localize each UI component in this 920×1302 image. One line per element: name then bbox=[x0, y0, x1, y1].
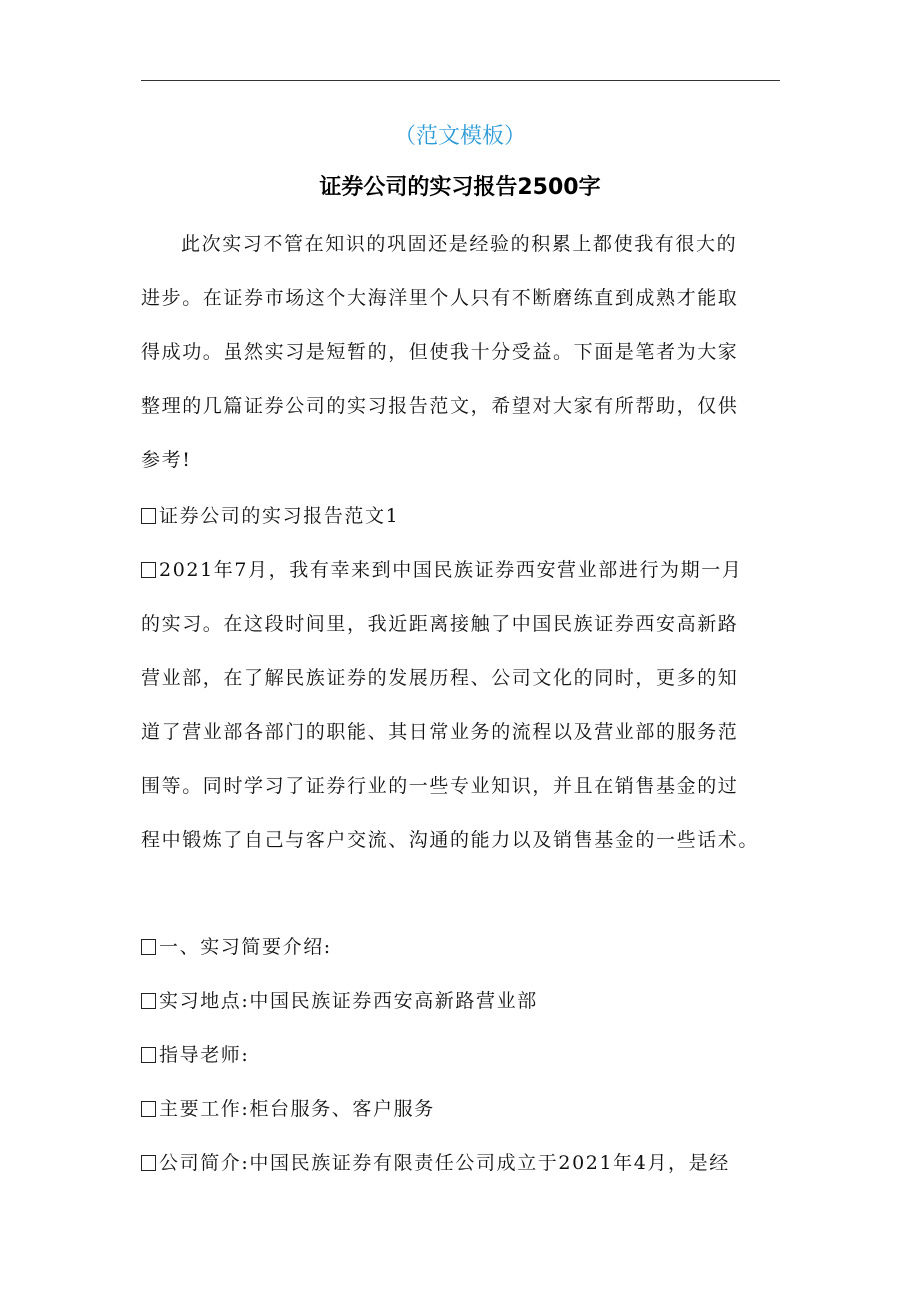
page-title: 证券公司的实习报告2500字 bbox=[319, 175, 601, 200]
body-line: 的实习。在这段时间里，我近距离接触了中国民族证券西安高新路 bbox=[141, 613, 739, 635]
checkbox-icon bbox=[141, 1047, 156, 1063]
header-rule bbox=[141, 80, 780, 81]
body-line: 道了营业部各部门的职能、其日常业务的流程以及营业部的服务范 bbox=[141, 721, 739, 743]
body-paragraph bbox=[141, 543, 781, 867]
body-line: 营业部，在了解民族证券的发展历程、公司文化的同时，更多的知 bbox=[141, 667, 739, 689]
intro-line: 整理的几篇证券公司的实习报告范文，希望对大家有所帮助，仅供 bbox=[141, 395, 739, 417]
checkbox-icon bbox=[141, 1155, 156, 1171]
intro-line: 得成功。虽然实习是短暂的，但使我十分受益。下面是笔者为大家 bbox=[141, 341, 739, 363]
body-line: 程中锻炼了自己与客户交流、沟通的能力以及销售基金的一些话术。 bbox=[141, 829, 760, 851]
intro-line: 此次实习不管在知识的巩固还是经验的积累上都使我有很大的 bbox=[181, 233, 738, 255]
body-line: 2021年7月，我有幸来到中国民族证券西安营业部进行为期一月 bbox=[159, 559, 743, 581]
checkbox-icon bbox=[141, 508, 156, 524]
list-item: 实习地点:中国民族证券西安高新路营业部 bbox=[141, 974, 781, 1028]
checkbox-icon bbox=[141, 939, 156, 955]
intro-paragraph bbox=[141, 217, 781, 487]
intro-line: 参考! bbox=[141, 449, 192, 471]
list-item: 指导老师: bbox=[141, 1028, 781, 1082]
template-tag: （范文模板） bbox=[393, 124, 526, 149]
checkbox-icon bbox=[141, 993, 156, 1009]
list-item: 公司简介:中国民族证券有限责任公司成立于2021年4月，是经 bbox=[141, 1136, 781, 1190]
body-line: 围等。同时学习了证券行业的一些专业知识，并且在销售基金的过 bbox=[141, 775, 739, 797]
checkbox-icon bbox=[141, 1101, 156, 1117]
intro-line: 进步。在证券市场这个大海洋里个人只有不断磨练直到成熟才能取 bbox=[141, 287, 739, 309]
checkbox-icon bbox=[141, 562, 156, 578]
section-heading bbox=[141, 489, 781, 543]
section-heading-text: 证券公司的实习报告范文1 bbox=[159, 505, 400, 527]
list-item: 主要工作:柜台服务、客户服务 bbox=[141, 1082, 781, 1136]
list-item: 一、实习简要介绍: bbox=[141, 920, 781, 974]
info-list bbox=[141, 920, 781, 1190]
